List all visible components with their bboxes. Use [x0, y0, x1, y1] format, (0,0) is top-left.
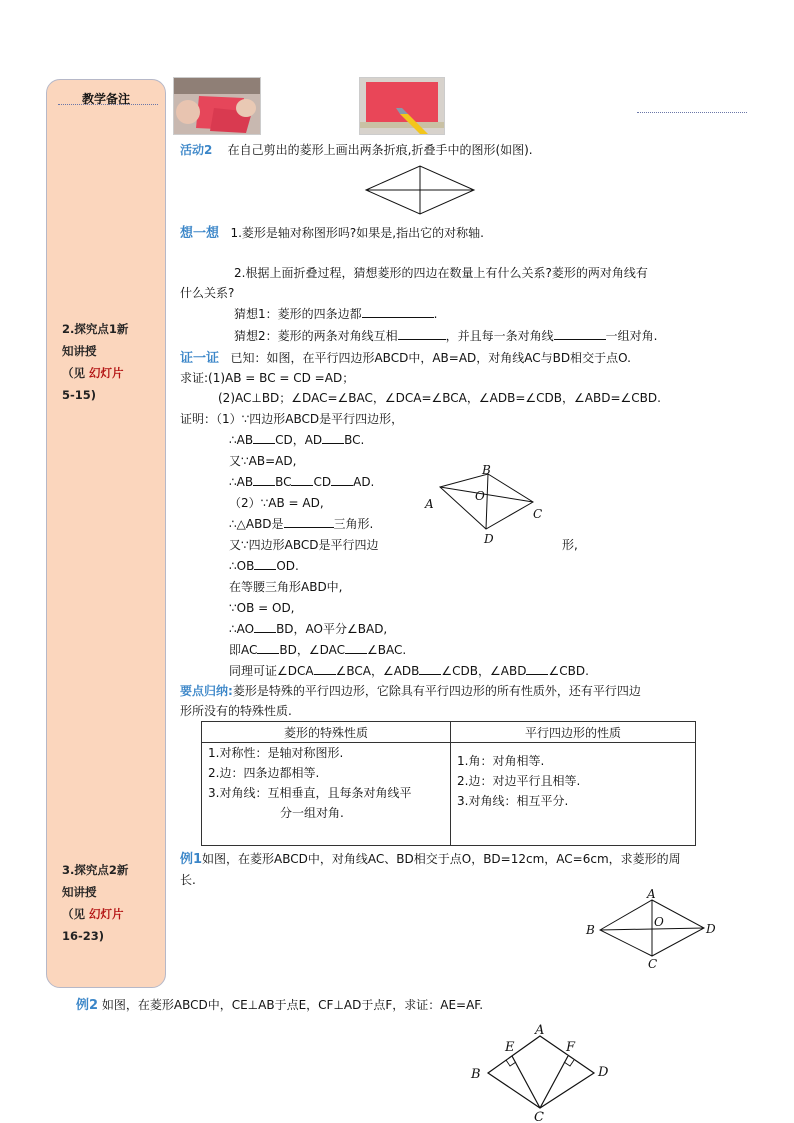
table-cell-line: 2.边：对边平行且相等. [457, 774, 581, 788]
folding-photo-1 [173, 77, 261, 135]
proof-step [229, 558, 299, 574]
label-B: B [482, 463, 491, 477]
note-line: 5-15) [62, 388, 97, 402]
proof-step: 又∵AB=AD, [229, 454, 297, 468]
guess-text: 猜想1：菱形的四条边都 [234, 307, 362, 321]
answer-blank[interactable] [345, 642, 367, 654]
properties-table [201, 721, 696, 846]
label-C: C [533, 507, 543, 521]
example-2-label: 例2 [76, 998, 99, 1013]
answer-blank[interactable] [253, 432, 275, 444]
label-O: O [475, 489, 485, 503]
proof-step: （2）∵AB = AD, [229, 496, 324, 510]
proof-text: CD，AD [275, 433, 323, 447]
table-header: 平行四边形的性质 [451, 722, 696, 743]
note-text: （见 [62, 907, 85, 921]
label-F: F [566, 1040, 576, 1055]
think-question-1 [180, 225, 484, 242]
rhombus-properties-cell [202, 743, 451, 846]
prove-find-2: (2)AC⊥BD；∠DAC=∠BAC，∠DCA=∠BCA，∠ADB=∠CDB，∠ABD=∠CBD. [218, 391, 661, 405]
proof-text: 三角形. [333, 517, 374, 531]
rhombus-figure-2 [420, 462, 550, 550]
note-line: 知讲授 [62, 885, 97, 899]
guess-2 [234, 328, 657, 344]
proof-text: ∠CBD. [548, 664, 589, 678]
proof-step: 在等腰三角形ABD中, [229, 580, 343, 594]
example-1-label: 例1 [180, 852, 203, 867]
note-line: 16-23) [62, 929, 105, 943]
slide-ref: 幻灯片 [89, 907, 124, 921]
rhombus-figure-4 [466, 1018, 618, 1122]
activity-2-label: 活动2 [180, 143, 213, 157]
label-B: B [471, 1067, 481, 1082]
note-line: 知讲授 [62, 344, 97, 358]
key-points-summary [180, 683, 641, 699]
proof-text: BC. [344, 433, 365, 447]
summary-text: 菱形是特殊的平行四边形，它除具有平行四边形的所有性质外，还有平行四边 [232, 684, 641, 698]
table-cell-line: 分一组对角. [280, 806, 344, 820]
note-text: （见 [62, 366, 85, 380]
rhombus-figure-1 [364, 164, 476, 216]
proof-text: ∴△ABD是 [229, 517, 284, 531]
table-cell-line: 3.对角线：相互平分. [457, 794, 569, 808]
label-D: D [598, 1065, 609, 1080]
answer-blank[interactable] [419, 663, 441, 675]
answer-blank[interactable] [254, 558, 276, 570]
answer-blank[interactable] [554, 328, 606, 340]
note-line: 3.探究点2新 [62, 863, 129, 877]
parallelogram-properties-cell [451, 743, 696, 846]
proof-step [229, 474, 374, 490]
answer-blank[interactable] [284, 516, 334, 528]
proof-text: CD [313, 475, 332, 489]
label-O: O [654, 915, 664, 929]
answer-blank[interactable] [314, 663, 336, 675]
activity-2 [180, 142, 533, 158]
given-text: 已知：如图，在平行四边形ABCD中，AB=AD，对角线AC与BD相交于点O. [230, 351, 631, 365]
proof-step [229, 621, 387, 637]
answer-blank[interactable] [253, 474, 275, 486]
guess-1: 猜想1：菱形的四条边都 . [234, 307, 438, 321]
example-1 [180, 851, 681, 868]
proof-step-continued: 形, [562, 538, 578, 552]
label-C: C [534, 1110, 544, 1122]
proof-step [229, 516, 373, 532]
question-text: 1.菱形是轴对称图形吗?如果是,指出它的对称轴. [230, 226, 484, 240]
proof-step [229, 432, 364, 448]
proof-text: ∴AB [229, 433, 254, 447]
proof-text: ∴AO [229, 622, 255, 636]
proof-text: ∠CDB，∠ABD [441, 664, 527, 678]
label-B: B [586, 923, 595, 937]
answer-blank[interactable] [322, 432, 344, 444]
example-text: 如图，在菱形ABCD中，CE⊥AB于点E，CF⊥AD于点F，求证：AE=AF. [101, 998, 484, 1012]
prove-find-1: 求证:(1)AB = BC = CD =AD； [180, 371, 355, 385]
label-A: A [647, 887, 656, 901]
proof-step: ∵OB = OD, [229, 601, 295, 615]
note-line: 2.探究点1新 [62, 322, 129, 336]
think-label: 想一想 [180, 226, 220, 241]
table-header-row [202, 722, 696, 743]
proof-text: AD. [353, 475, 375, 489]
proof-step [229, 642, 406, 658]
teaching-notes-sidebar [46, 79, 166, 988]
answer-blank[interactable] [257, 642, 279, 654]
guess-text: ，并且每一条对角线 [445, 329, 554, 343]
answer-blank[interactable] [331, 474, 353, 486]
table-cell-line: 3.对角线：互相垂直，且每条对角线平 [208, 786, 412, 800]
folding-photo-2 [359, 77, 445, 135]
summary-text-line2: 形所没有的特殊性质. [180, 704, 292, 718]
label-A: A [535, 1023, 545, 1038]
sidebar-note-explore-1 [62, 318, 158, 406]
answer-blank[interactable] [526, 663, 548, 675]
proof-text: ∴AB [229, 475, 254, 489]
answer-blank[interactable] [398, 328, 446, 340]
think-question-2-line2: 什么关系? [180, 286, 235, 300]
table-cell-line: 2.边：四条边都相等. [208, 766, 320, 780]
proof-text: 同理可证∠DCA [229, 664, 314, 678]
proof-text: ∠BAC. [367, 643, 407, 657]
proof-text: OD. [276, 559, 299, 573]
label-D: D [706, 922, 716, 936]
sidebar-title-divider [58, 104, 158, 105]
rhombus-figure-3 [584, 886, 718, 972]
proof-text: ∴OB [229, 559, 255, 573]
proof-text: BD，∠DAC [279, 643, 346, 657]
proof-text: ∠BCA，∠ADB [335, 664, 420, 678]
table-cell-line: 1.对称性：是轴对称图形. [208, 746, 344, 760]
proof-step: 又∵四边形ABCD是平行四边 [229, 538, 379, 552]
table-header: 菱形的特殊性质 [202, 722, 451, 743]
answer-blank[interactable] [291, 474, 313, 486]
table-cell-line: 1.角：对角相等. [457, 754, 545, 768]
label-A: A [425, 497, 434, 511]
folding-photo-2-image [360, 78, 444, 134]
label-C: C [648, 957, 658, 971]
sidebar-note-explore-2 [62, 859, 158, 947]
proof-text: BD，AO平分∠BAD, [276, 622, 388, 636]
sidebar-title: 教学备注 [81, 92, 130, 106]
label-D: D [484, 532, 494, 546]
proof-text: BC [275, 475, 292, 489]
summary-label: 要点归纳: [180, 684, 233, 698]
guess-text: 猜想2：菱形的两条对角线互相 [234, 329, 398, 343]
activity-2-text: 在自己剪出的菱形上画出两条折痕,折叠手中的图形(如图). [227, 143, 533, 157]
guess-text: 一组对角. [605, 329, 658, 343]
example-2 [76, 997, 483, 1014]
prove-given [180, 350, 631, 367]
example-1-line2: 长. [180, 873, 196, 887]
answer-blank[interactable] [362, 306, 434, 318]
example-text: 如图，在菱形ABCD中，对角线AC、BD相交于点O，BD=12cm，AC=6cm，求菱形的周 [202, 852, 681, 866]
label-E: E [505, 1040, 515, 1055]
proof-step [229, 663, 589, 679]
note-line [62, 903, 158, 925]
slide-ref: 幻灯片 [89, 366, 124, 380]
note-line [62, 362, 158, 384]
think-question-2-line1: 2.根据上面折叠过程，猜想菱形的四边在数量上有什么关系?菱形的两对角线有 [234, 266, 648, 280]
proof-text: 即AC [229, 643, 258, 657]
folding-photo-1-image [174, 78, 260, 134]
header-divider [637, 112, 747, 113]
proof-step: 证明：（1）∵四边形ABCD是平行四边形， [180, 412, 404, 426]
table-row [202, 743, 696, 846]
prove-label: 证一证 [180, 351, 220, 366]
answer-blank[interactable] [254, 621, 276, 633]
